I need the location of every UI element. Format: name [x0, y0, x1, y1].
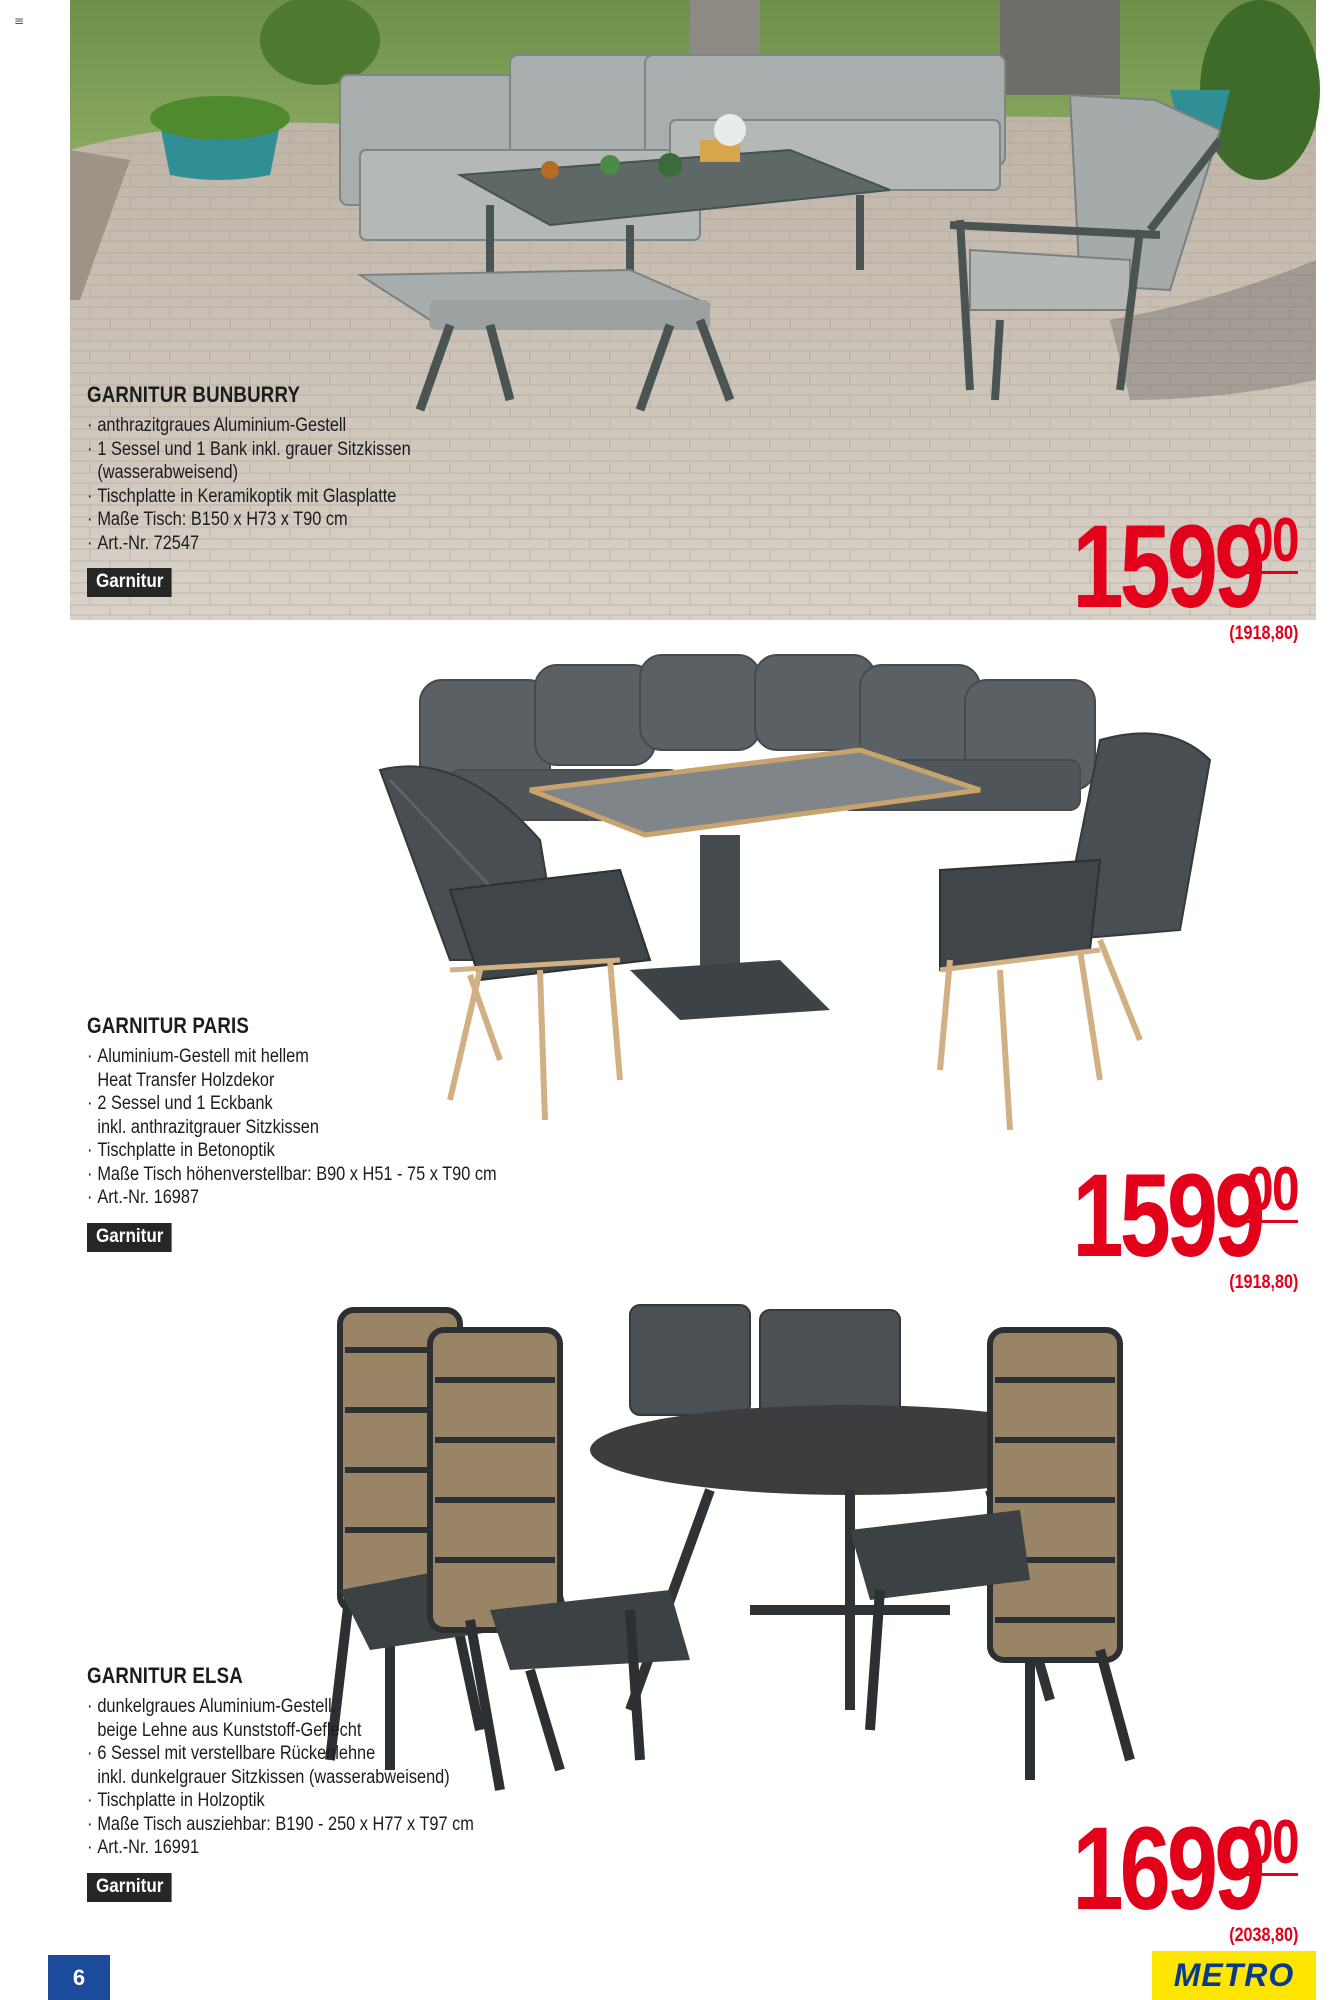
price-tag	[1019, 501, 1298, 645]
feature-item: · Maße Tisch ausziehbar: B190 - 250 x H77 x T97 cm	[87, 1813, 474, 1835]
price-decimal: 00	[1246, 1155, 1298, 1224]
metro-logo	[1152, 1951, 1316, 2000]
price-decimal: 00	[1246, 506, 1298, 575]
product-title: GARNITUR PARIS	[87, 1013, 250, 1038]
price-integer: 1599	[1071, 501, 1262, 633]
feature-item: · Tischplatte in Holzoptik	[87, 1790, 265, 1811]
feature-item: · Aluminium-Gestell mit hellem Heat Transfer Holzdekor	[87, 1046, 309, 1091]
category-badge: Garnitur	[87, 1223, 172, 1252]
price-integer: 1599	[1071, 1150, 1262, 1282]
feature-list	[87, 1045, 497, 1210]
feature-item: · 1 Sessel und 1 Bank inkl. grauer Sitzkissen (wasserabweisend)	[87, 438, 411, 483]
feature-item: · 2 Sessel und 1 Eckbank inkl. anthrazitgrauer Sitzkissen	[87, 1093, 319, 1138]
product-elsa	[70, 1290, 1316, 1946]
feature-item: · Art.-Nr. 16987	[87, 1187, 200, 1208]
category-badge: Garnitur	[87, 1873, 172, 1902]
product-title: GARNITUR BUNBURRY	[87, 382, 301, 407]
price-integer: 1699	[1071, 1803, 1262, 1935]
feature-item: · anthrazitgraues Aluminium-Gestell	[87, 415, 347, 436]
category-badge: Garnitur	[87, 568, 172, 597]
feature-item: · Tischplatte in Betonoptik	[87, 1140, 275, 1161]
feature-item: · Maße Tisch höhenverstellbar: B90 x H51 - 75 x T90 cm	[87, 1163, 497, 1185]
feature-list	[87, 414, 411, 555]
feature-item: · Maße Tisch: B150 x H73 x T90 cm	[87, 509, 348, 530]
price-net: (2038,80)	[1228, 1925, 1298, 1946]
feature-item: · 6 Sessel mit verstellbare Rückenlehne inkl. dunkelgrauer Sitzkissen (wasserabweisend)	[87, 1743, 450, 1788]
feature-item: · Art.-Nr. 16991	[87, 1837, 200, 1858]
elsa-info	[87, 1663, 537, 1902]
feature-item: · Tischplatte in Keramikoptik mit Glasplatte	[87, 485, 397, 507]
price-tag	[1019, 1803, 1298, 1947]
bunburry-info	[87, 382, 463, 597]
price-decimal: 00	[1246, 1808, 1298, 1877]
product-title: GARNITUR ELSA	[87, 1663, 243, 1688]
feature-item: · dunkelgraues Aluminium-Gestell, beige Lehne aus Kunststoff-Geflecht	[87, 1696, 362, 1741]
menu-icon: ≡	[14, 14, 25, 28]
feature-item: · Art.-Nr. 72547	[87, 532, 200, 554]
product-bunburry	[70, 0, 1316, 644]
price-net: (1918,80)	[1228, 623, 1298, 644]
logo-text: METRO	[1173, 1957, 1295, 1993]
product-paris	[70, 640, 1316, 1293]
price-net: (1918,80)	[1228, 1272, 1298, 1293]
price-tag	[1019, 1150, 1298, 1294]
page-number: 6	[48, 1955, 110, 2000]
feature-list	[87, 1695, 474, 1860]
paris-info	[87, 1013, 563, 1252]
